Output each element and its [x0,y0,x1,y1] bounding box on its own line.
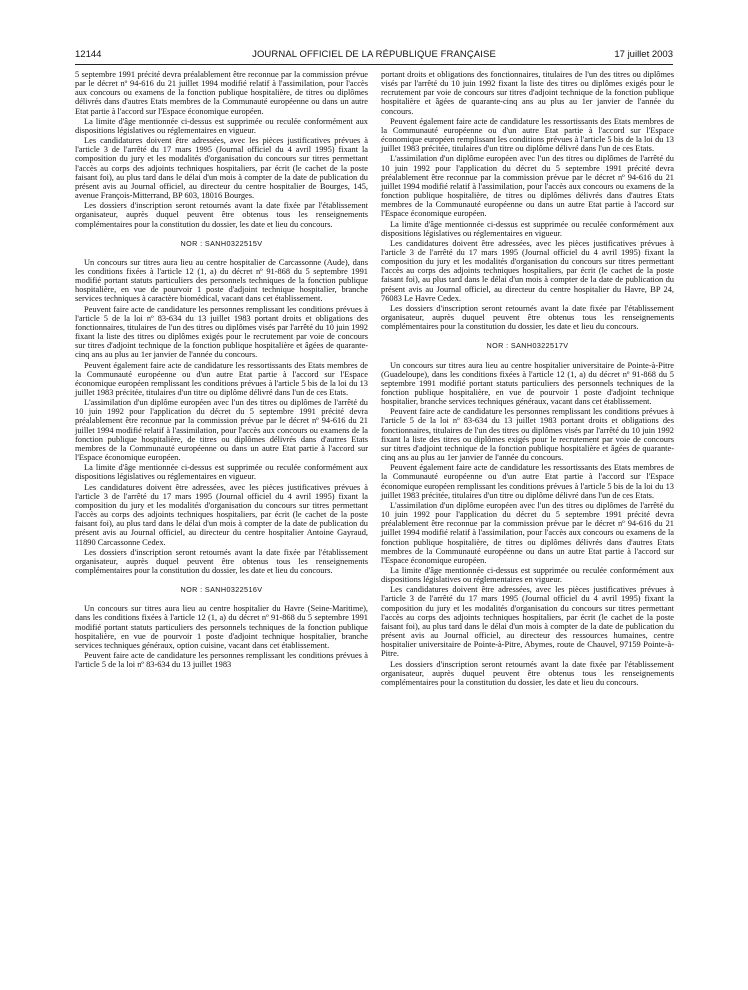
right-column [381,70,674,688]
paragraph: Les candidatures doivent être adressées, avec les pièces justificatives prévues à l'article 3 de l'arrêté du 17 mars 1995 (Journal officiel du 4 avril 1995) fixant la composition du jury et les modalités d'organisation du concours sur titres permettant l'accès au corps des adjoints techniques hospitaliers, par écrit (le cachet de la poste faisant foi), au plus tard dans le délai d'un mois à compter de la date de publication du présent avis au Journal officiel, au directeur du centre hospitalier de Bourges, 145, avenue François-Mitterrand, BP 603, 18016 Bourges. [75,136,368,201]
left-column [75,70,368,670]
paragraph: Les dossiers d'inscription seront retournés avant la date fixée par l'établissement organisateur, auprès duquel peuvent être obtenus tous les renseignements complémentaires pour la constitution du dossier, les date et lieu du concours. [75,547,368,575]
paragraph: Les candidatures doivent être adressées, avec les pièces justificatives prévues à l'article 3 de l'arrêté du 17 mars 1995 (Journal officiel du 4 avril 1995) fixant la composition du jury et les modalités d'organisation du concours sur titres permettant l'accès au corps des adjoints techniques hospitaliers, par écrit (le cachet de la poste faisant foi), au plus tard dans le délai d'un mois à compter de la date de publication du présent avis au Journal officiel, au directeur des ressources humaines, centre hospitalier universitaire de Pointe-à-Pitre, Abymes, route de Chauvel, 97159 Pointe-à-Pitre. [381,585,674,659]
header-rule [75,64,673,65]
paragraph: Peuvent faire acte de candidature les personnes remplissant les conditions prévues à l'article 5 de la loi nº 83-634 du 13 juillet 1983 portant droits et obligations des fonctionnaires, titulaires de l'un des titres ou diplômes visés par l'arrêté du 10 juin 1992 fixant la liste des titres ou diplômes exigés pour le recrutement par voie de concours sur titres d'adjoint technique de la fonction publique hospitalière et âgées de quarante-cinq ans au plus au 1er janvier de l'année du concours. [75,304,368,360]
nor-reference: NOR : SANH0322516V [180,585,263,595]
paragraph: La limite d'âge mentionnée ci-dessus est supprimée ou reculée conformément aux dispositions législatives ou réglementaires en vigueur. [75,116,368,135]
paragraph: L'assimilation d'un diplôme européen avec l'un des titres ou diplômes de l'arrêté du 10 juin 1992 pour l'application du décret du 5 septembre 1991 précité devra préalablement être reconnue par la commission prévue par le décret nº 94-616 du 21 juillet 1994 modifié relatif à l'assimilation, pour l'accès aux concours ou examens de la fonction publique hospitalière, de titres ou diplômes délivrés dans d'autres Etats membres de la Communauté européenne ou dans un autre Etat partie à l'accord sur l'Espace économique européen. [381,500,674,565]
paragraph: La limite d'âge mentionnée ci-dessus est supprimée ou reculée conformément aux dispositions législatives ou réglementaires en vigueur. [381,219,674,238]
paragraph: Les dossiers d'inscription seront retournés avant la date fixée par l'établissement organisateur, auprès duquel peuvent être obtenus tous les renseignements complémentaires pour la constitution du dossier, les date et lieu du concours. [381,659,674,687]
page-header [75,49,673,63]
paragraph: Les candidatures doivent être adressées, avec les pièces justificatives prévues à l'article 3 de l'arrêté du 17 mars 1995 (Journal officiel du 4 avril 1995) fixant la composition du jury et les modalités d'organisation du concours sur titres permettant l'accès au corps des adjoints techniques hospitaliers, par écrit (le cachet de la poste faisant foi), au plus tard dans le délai d'un mois à compter de la date de publication du présent avis au Journal officiel, au directeur du centre hospitalier Antoine Gayraud, 11890 Carcassonne Cedex. [75,482,368,547]
paragraph: La limite d'âge mentionnée ci-dessus est supprimée ou reculée conformément aux dispositions législatives ou réglementaires en vigueur. [75,463,368,482]
paragraph: Les dossiers d'inscription seront retournés avant la date fixée par l'établissement organisateur, auprès duquel peuvent être obtenus tous les renseignements complémentaires pour la constitution du dossier, les date et lieu du concours. [75,201,368,229]
paragraph: Peuvent faire acte de candidature les personnes remplissant les conditions prévues à l'article 5 de la loi nº 83-634 du 13 juillet 1983 [75,651,368,670]
paragraph: Les dossiers d'inscription seront retournés avant la date fixée par l'établissement organisateur, auprès duquel peuvent être obtenus tous les renseignements complémentaires pour la constitution du dossier, les date et lieu du concours. [381,303,674,332]
paragraph: Peuvent également faire acte de candidature les ressortissants des Etats membres de la Communauté européenne ou d'un autre Etat partie à l'accord sur l'Espace économique européen remplissant les conditions prévues à l'article 5 bis de la loi du 13 juillet 1983 précitée, titulaires d'un titre ou diplôme délivré dans l'un de ces Etats. [381,116,674,154]
paragraph: Peuvent également faire acte de candidature les ressortissants des Etats membres de la Communauté européenne ou d'un autre Etat partie à l'accord sur l'Espace économique européen remplissant les conditions prévues à l'article 5 bis de la loi du 13 juillet 1983 précitée, titulaires d'un titre ou diplôme délivré dans l'un de ces Etats. [75,360,368,397]
paragraph: Un concours sur titres aura lieu au centre hospitalier du Havre (Seine-Maritime), dans les conditions fixées à l'article 12 (1, a) du décret nº 91-868 du 5 septembre 1991 modifié portant statuts particuliers des personnels techniques de la fonction publique hospitalière, en vue de pourvoir 1 poste d'adjoint technique hospitalier, branche services techniques généraux, option cuisine, vacant dans cet établissement. [75,604,368,650]
nor-reference: NOR : SANH0322515V [180,238,263,248]
issue-date: 17 juillet 2003 [614,49,673,60]
paragraph: portant droits et obligations des fonctionnaires, titulaires de l'un des titres ou diplômes visés par l'arrêté du 10 juin 1992 fixant la liste des titres ou diplômes exigés pour le recrutement par voie de concours sur titres d'adjoint technique de la fonction publique hospitalière et âgées de quarante-cinq ans au plus au 1er janvier de l'année du concours. [381,70,674,116]
paragraph: L'assimilation d'un diplôme européen avec l'un des titres ou diplômes de l'arrêté du 10 juin 1992 pour l'application du décret du 5 septembre 1991 précité devra préalablement être reconnue par la commission prévue par le décret nº 94-616 du 21 juillet 1994 modifié relatif à l'assimilation, pour l'accès aux concours ou examens de la fonction publique hospitalière, de titres ou diplômes délivrés dans d'autres Etats membres de la Communauté européenne ou dans un autre Etat partie à l'accord sur l'Espace économique européen. [381,154,674,219]
journal-title: JOURNAL OFFICIEL DE LA RÉPUBLIQUE FRANÇAISE [252,49,496,60]
paragraph: La limite d'âge mentionnée ci-dessus est supprimée ou reculée conformément aux dispositions législatives ou réglementaires en vigueur. [381,565,674,585]
page-number: 12144 [75,49,102,60]
paragraph: Un concours sur titres aura lieu au centre hospitalier de Carcassonne (Aude), dans les conditions fixées à l'article 12 (1, a) du décret nº 91-868 du 5 septembre 1991 modifié portant statuts particuliers des personnels techniques de la fonction publique hospitalière, en vue de pourvoir 1 poste d'adjoint technique hospitalier, branche services techniques à caractère biomédical, vacant dans cet établissement. [75,257,368,304]
nor-reference: NOR : SANH0322517V [486,341,569,351]
paragraph: Peuvent également faire acte de candidature les ressortissants des Etats membres de la Communauté européenne ou d'un autre Etat partie à l'accord sur l'Espace économique européen remplissant les conditions prévues à l'article 5 bis de la loi du 13 juillet 1983 précitée, titulaires d'un titre ou diplôme délivré dans l'un de ces Etats. [381,463,674,500]
paragraph: Un concours sur titres aura lieu au centre hospitalier universitaire de Pointe-à-Pitre (Guadeloupe), dans les conditions fixées à l'article 12 (1, a) du décret nº 91-868 du 5 septembre 1991 modifié portant statuts particuliers des personnels techniques de la fonction publique hospitalière, en vue de pourvoir 1 poste d'adjoint technique hospitalier, branche services techniques généraux, vacant dans cet établissement. [381,360,674,407]
paragraph: Les candidatures doivent être adressées, avec les pièces justificatives prévues à l'article 3 de l'arrêté du 17 mars 1995 (Journal officiel du 4 avril 1995) fixant la composition du jury et les modalités d'organisation du concours sur titres permettant l'accès au corps des adjoints techniques hospitaliers, par écrit (le cachet de la poste faisant foi), au plus tard dans le délai d'un mois à compter de la date de publication du présent avis au Journal officiel, au directeur du centre hospitalier du Havre, BP 24, 76083 Le Havre Cedex. [381,238,674,303]
paragraph: 5 septembre 1991 précité devra préalablement être reconnue par la commission prévue par le décret nº 94-616 du 21 juillet 1994 modifié relatif à l'assimilation, pour l'accès aux concours ou examens de la fonction publique hospitalière, de titres ou diplômes délivrés dans d'autres Etats membres de la Communauté européenne ou dans un autre Etat partie à l'accord sur l'Espace économique européen. [75,70,368,116]
paragraph: L'assimilation d'un diplôme européen avec l'un des titres ou diplômes de l'arrêté du 10 juin 1992 pour l'application du décret du 5 septembre 1991 précité devra préalablement être reconnue par la commission prévue par le décret nº 94-616 du 21 juillet 1994 modifié relatif à l'assimilation, pour l'accès aux concours ou examens de la fonction publique hospitalière, de titres ou diplômes délivrés dans d'autres Etats membres de la Communauté européenne ou dans un autre Etat partie à l'accord sur l'Espace économique européen. [75,398,368,463]
paragraph: Peuvent faire acte de candidature les personnes remplissant les conditions prévues à l'article 5 de la loi nº 83-634 du 13 juillet 1983 portant droits et obligations des fonctionnaires, titulaires de l'un des titres ou diplômes visés par l'arrêté du 10 juin 1992 fixant la liste des titres ou diplômes exigés pour le recrutement par voie de concours sur titres d'adjoint technique de la fonction publique hospitalière et âgées de quarante-cinq ans au plus au 1er janvier de l'année du concours. [381,407,674,463]
